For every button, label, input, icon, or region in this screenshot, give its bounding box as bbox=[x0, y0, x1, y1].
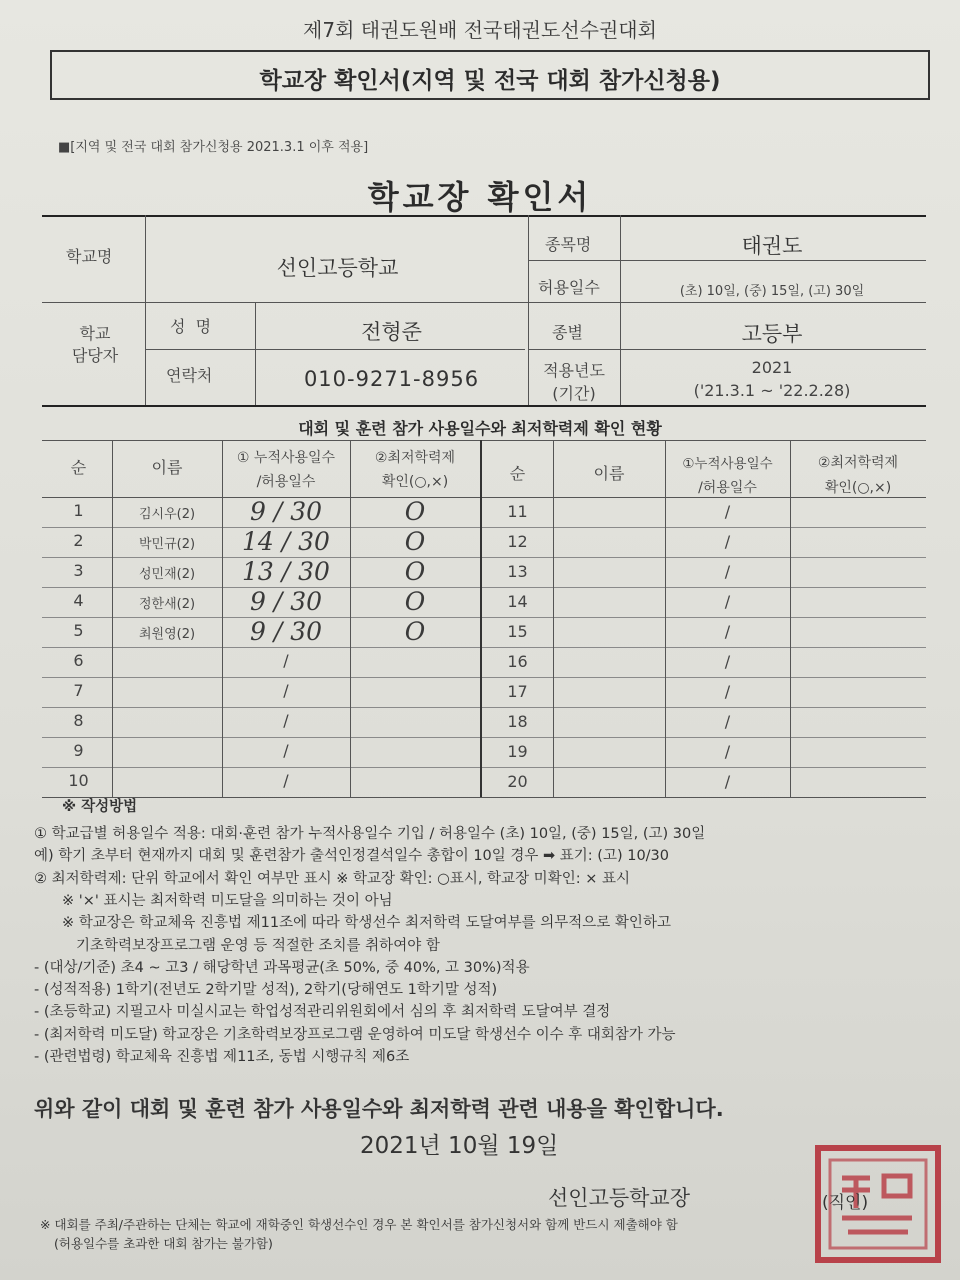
row-number: 15 bbox=[507, 622, 528, 641]
contact-label: 연락처 bbox=[166, 366, 213, 385]
row-number: 5 bbox=[73, 621, 84, 640]
event-value: 태권도 bbox=[741, 234, 803, 258]
note-line: - (대상/기준) 초4 ~ 고3 / 해당학년 과목평균(초 50%, 중 40%, 고 30%)적용 bbox=[34, 959, 530, 976]
event-label: 종목명 bbox=[545, 235, 592, 254]
divider bbox=[255, 302, 256, 405]
form-title-box bbox=[50, 50, 930, 100]
row-number: 6 bbox=[73, 651, 84, 670]
row-divider bbox=[42, 737, 926, 738]
row-number: 4 bbox=[73, 591, 84, 610]
grade-check: O bbox=[404, 557, 426, 586]
row-number: 14 bbox=[507, 592, 528, 611]
days-used: / bbox=[724, 592, 731, 611]
athlete-name: 김시우(2) bbox=[138, 507, 196, 522]
manager-name: 전형준 bbox=[361, 320, 422, 344]
col-header-grade-right: ②최저학력제 bbox=[817, 455, 899, 471]
col-header-name: 이름 bbox=[151, 458, 183, 477]
applicability-notice: ■[지역 및 전국 대회 참가신청용 2021.3.1 이후 적용] bbox=[58, 140, 369, 155]
divider bbox=[145, 215, 146, 405]
note-line: - (성적적용) 1학기(전년도 2학기말 성적), 2학기(당해연도 1학기말 성적) bbox=[34, 982, 498, 999]
days-used: 9 / 30 bbox=[249, 617, 323, 646]
note-line: 기초학력보장프로그램 운영 등 적절한 조치를 취하여야 함 bbox=[76, 937, 440, 954]
days-used: / bbox=[724, 712, 731, 731]
row-divider bbox=[42, 617, 926, 618]
grade-check: O bbox=[404, 527, 426, 556]
days-used: / bbox=[724, 742, 731, 761]
division-value: 고등부 bbox=[741, 322, 803, 346]
footer-note: ※ 대회를 주최/주관하는 단체는 학교에 재학중인 학생선수인 경우 본 확인서를 참가신청서와 함께 반드시 제출해야 함 bbox=[40, 1217, 678, 1232]
year-period: ('21.3.1 ~ '22.2.28) bbox=[693, 381, 851, 400]
days-used: / bbox=[724, 772, 731, 791]
days-used: / bbox=[724, 682, 731, 701]
divider bbox=[528, 260, 926, 261]
grade-check: O bbox=[404, 497, 426, 526]
col-header-days-right-sub: /허용일수 bbox=[698, 480, 757, 496]
divider bbox=[42, 405, 926, 407]
declaration: 위와 같이 대회 및 훈련 참가 사용일수와 최저학력 관련 내용을 확인합니다. bbox=[34, 1097, 724, 1121]
row-number: 7 bbox=[73, 681, 84, 700]
col-header-grade-sub: 확인(○,×) bbox=[381, 474, 449, 490]
grade-check: O bbox=[404, 617, 426, 646]
row-number: 11 bbox=[507, 502, 528, 521]
row-divider bbox=[42, 527, 926, 528]
note-line: - (초등학교) 지필고사 미실시교는 학업성적관리위원회에서 심의 후 최저학력 도달여부 결정 bbox=[34, 1004, 611, 1021]
col-header-days: ① 누적사용일수 bbox=[236, 450, 336, 466]
row-number: 20 bbox=[507, 772, 528, 791]
issue-date: 2021년 10월 19일 bbox=[360, 1133, 559, 1159]
allowed-days-label: 허용일수 bbox=[538, 278, 600, 297]
note-line: ※ '×' 표시는 최저학력 미도달을 의미하는 것이 아님 bbox=[62, 892, 393, 909]
seal-marker: (직인) bbox=[822, 1193, 869, 1213]
row-number: 3 bbox=[73, 561, 84, 580]
divider bbox=[620, 215, 621, 405]
row-number: 13 bbox=[507, 562, 528, 581]
year-value: 2021 bbox=[751, 358, 793, 377]
divider bbox=[112, 440, 113, 797]
notes-heading: ※ 작성방법 bbox=[62, 799, 138, 815]
row-divider bbox=[42, 707, 926, 708]
days-used: / bbox=[283, 711, 289, 730]
days-used: / bbox=[724, 502, 731, 521]
days-used: / bbox=[283, 651, 289, 670]
days-used: 13 / 30 bbox=[242, 557, 330, 586]
col-header-grade: ②최저학력제 bbox=[374, 450, 456, 466]
row-number: 17 bbox=[507, 682, 528, 701]
row-number: 8 bbox=[73, 711, 84, 730]
row-divider bbox=[42, 557, 926, 558]
days-used: 9 / 30 bbox=[249, 587, 323, 616]
divider bbox=[553, 440, 554, 797]
division-label: 종별 bbox=[552, 323, 583, 342]
days-used: 9 / 30 bbox=[249, 497, 323, 526]
table-border-top bbox=[42, 215, 926, 217]
row-number: 9 bbox=[73, 741, 84, 760]
divider bbox=[145, 349, 525, 350]
days-used: 14 / 30 bbox=[242, 527, 330, 556]
row-number: 10 bbox=[68, 771, 89, 790]
athlete-name: 박민규(2) bbox=[138, 537, 196, 552]
row-number: 18 bbox=[507, 712, 528, 731]
days-used: / bbox=[724, 622, 731, 641]
col-header-name-right: 이름 bbox=[593, 464, 625, 483]
row-divider bbox=[42, 677, 926, 678]
days-used: / bbox=[724, 532, 731, 551]
year-label-sub: (기간) bbox=[552, 384, 596, 403]
row-number: 12 bbox=[507, 532, 528, 551]
grade-check: O bbox=[404, 587, 426, 616]
row-divider bbox=[42, 587, 926, 588]
school-value: 선인고등학교 bbox=[276, 256, 399, 280]
row-number: 2 bbox=[73, 531, 84, 550]
row-number: 16 bbox=[507, 652, 528, 671]
athlete-name: 정한새(2) bbox=[138, 597, 196, 612]
days-used: / bbox=[283, 771, 289, 790]
days-used: / bbox=[724, 652, 731, 671]
note-line: ※ 학교장은 학교체육 진흥법 제11조에 따라 학생선수 최저학력 도달여부를 의무적으로 확인하고 bbox=[62, 915, 671, 932]
days-used: / bbox=[283, 741, 289, 760]
row-number: 19 bbox=[507, 742, 528, 761]
page-title: 학교장 확인서 bbox=[367, 178, 593, 216]
divider bbox=[528, 349, 926, 350]
contact-value: 010-9271-8956 bbox=[303, 367, 480, 391]
table-header-bottom bbox=[42, 497, 926, 498]
days-used: / bbox=[724, 562, 731, 581]
table-header-top bbox=[42, 440, 926, 441]
col-header-no-right: 순 bbox=[509, 464, 526, 483]
status-table-title: 대회 및 훈련 참가 사용일수와 최저학력제 확인 현황 bbox=[298, 419, 662, 438]
footer-note-sub: (허용일수를 초과한 대회 참가는 불가함) bbox=[54, 1236, 273, 1251]
row-number: 1 bbox=[73, 501, 84, 520]
note-line: ② 최저학력제: 단위 학교에서 확인 여부만 표시 ※ 학교장 확인: ○표시, 학교장 미확인: × 표시 bbox=[34, 870, 630, 887]
col-header-grade-right-sub: 확인(○,×) bbox=[824, 480, 892, 496]
manager-label: 학교 담당자 bbox=[71, 324, 119, 365]
note-line: 예) 학기 초부터 현재까지 대회 및 훈련참가 출석인정결석일수 총합이 10일 경우 ➡ 표기: (고) 10/30 bbox=[34, 848, 670, 865]
year-label: 적용년도 bbox=[543, 361, 605, 380]
note-line: ① 학교급별 허용일수 적용: 대회·훈련 참가 누적사용일수 기입 / 허용일수 (초) 10일, (중) 15일, (고) 30일 bbox=[34, 826, 706, 842]
col-header-no: 순 bbox=[70, 458, 87, 477]
col-header-days-right: ①누적사용일수 bbox=[682, 456, 773, 472]
note-line: - (관련법령) 학교체육 진흥법 제11조, 동법 시행규칙 제6조 bbox=[34, 1049, 410, 1065]
row-divider bbox=[42, 767, 926, 768]
note-line: - (최저학력 미도달) 학교장은 기초학력보장프로그램 운영하여 미도달 학생선수 이수 후 대회참가 가능 bbox=[34, 1026, 676, 1043]
form-title: 학교장 확인서(지역 및 전국 대회 참가신청용) bbox=[259, 68, 721, 94]
allowed-days-value: (초) 10일, (중) 15일, (고) 30일 bbox=[679, 284, 865, 299]
principal-name: 선인고등학교장 bbox=[548, 1186, 691, 1210]
row-divider bbox=[42, 647, 926, 648]
days-used: / bbox=[283, 681, 289, 700]
divider bbox=[42, 302, 926, 303]
col-header-days-sub: /허용일수 bbox=[256, 474, 316, 490]
name-label: 성 명 bbox=[170, 317, 212, 336]
event-title: 제7회 태권도원배 전국태권도선수권대회 bbox=[303, 18, 657, 42]
athlete-name: 성민재(2) bbox=[138, 567, 196, 582]
school-label: 학교명 bbox=[66, 247, 113, 266]
athlete-name: 최원영(2) bbox=[138, 627, 196, 642]
table-bottom bbox=[42, 797, 926, 798]
